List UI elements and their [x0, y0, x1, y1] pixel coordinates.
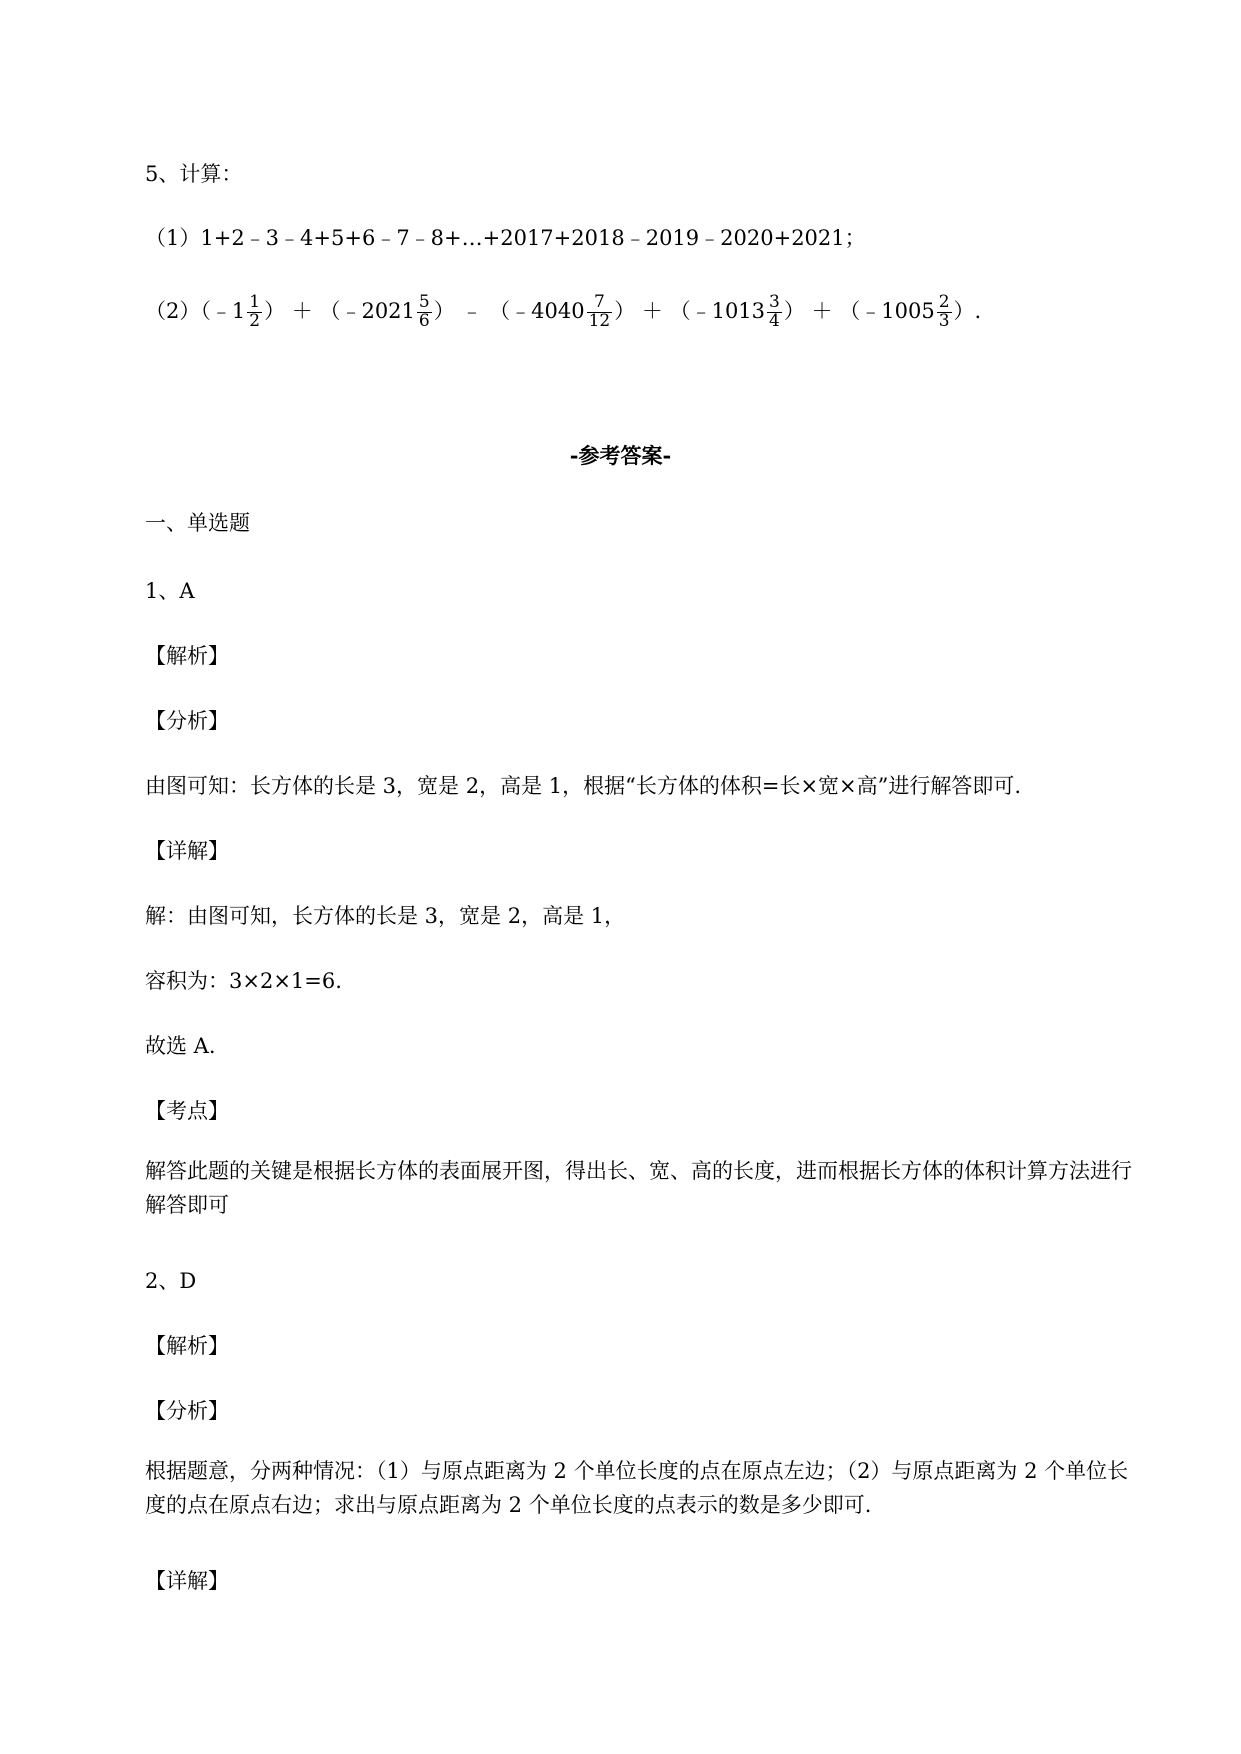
operator-plus: ＋: [811, 298, 833, 323]
answer-2-fenxi: 【分析】: [145, 1399, 229, 1423]
answer-1-fenxi: 【分析】: [145, 709, 229, 733]
fraction-denominator: 3: [938, 310, 950, 331]
fraction-numerator: 3: [769, 292, 780, 312]
section-heading: 一、单选题: [145, 511, 250, 535]
term-1-prefix: （﹣1: [200, 298, 246, 323]
fraction-numerator: 7: [593, 292, 605, 312]
term-5-suffix: ）.: [953, 298, 982, 323]
answer-1-kaodian-text: 解答此题的关键是根据长方体的表面展开图，得出长、宽、高的长度，进而根据长方体的体积计算方法进行解答即可: [145, 1159, 1132, 1217]
term-2-prefix: （﹣2021: [319, 298, 415, 323]
part-2-label: （2）: [145, 298, 201, 323]
fraction-term-5: [937, 294, 952, 331]
fraction-denominator: 4: [769, 310, 780, 331]
answer-1-xiangjie-line-3: 故选 A.: [145, 1034, 216, 1058]
operator-plus: ＋: [291, 298, 313, 323]
operator-plus: ＋: [641, 298, 663, 323]
answers-title: -参考答案-: [569, 443, 672, 468]
question-5-part-2: [145, 294, 981, 331]
term-4-suffix: ）: [783, 298, 805, 323]
term-3-prefix: （﹣4040: [489, 298, 585, 323]
fraction-denominator: 6: [418, 310, 430, 331]
answer-2-label: 2、D: [145, 1269, 197, 1293]
fraction-denominator: 2: [249, 310, 261, 331]
fraction-numerator: 1: [249, 292, 261, 312]
question-5-part-1: （1）1+2﹣3﹣4+5+6﹣7﹣8+…+2017+2018﹣2019﹣2020+2021；: [145, 226, 866, 250]
answer-1-fenxi-text: 由图可知：长方体的长是 3，宽是 2，高是 1，根据“长方体的体积=长×宽×高”进行解答即可.: [145, 774, 1022, 798]
answer-1-label: 1、A: [145, 579, 195, 603]
term-1-suffix: ）: [264, 298, 286, 323]
fraction-numerator: 5: [418, 292, 430, 312]
term-2-suffix: ）: [433, 298, 455, 323]
answer-2-jiexi: 【解析】: [145, 1334, 229, 1358]
answer-1-xiangjie-line-1: 解：由图可知，长方体的长是 3，宽是 2，高是 1，: [145, 904, 626, 928]
fraction-term-2: [417, 294, 432, 331]
operator-minus: ﹣: [461, 298, 483, 323]
fraction-numerator: 2: [938, 292, 950, 312]
term-5-prefix: （﹣1005: [839, 298, 935, 323]
fraction-term-3: [587, 294, 613, 331]
term-3-suffix: ）: [614, 298, 636, 323]
answer-1-xiangjie-line-2: 容积为：3×2×1=6.: [145, 969, 342, 993]
fraction-denominator: 12: [588, 310, 611, 331]
answer-1-xiangjie: 【详解】: [145, 839, 229, 863]
answer-2-fenxi-text: 根据题意，分两种情况：（1）与原点距离为 2 个单位长度的点在原点左边；（2）与原点距离为 2 个单位长度的点在原点右边；求出与原点距离为 2 个单位长度的点表示的数是多少即可.: [145, 1459, 1129, 1517]
fraction-term-1: [247, 294, 262, 331]
fraction-term-4: [767, 294, 782, 331]
term-4-prefix: （﹣1013: [669, 298, 766, 323]
answer-1-kaodian: 【考点】: [145, 1099, 229, 1123]
answer-1-jiexi: 【解析】: [145, 644, 229, 668]
answer-2-xiangjie: 【详解】: [145, 1569, 229, 1593]
question-5-heading: 5、计算：: [145, 162, 243, 186]
